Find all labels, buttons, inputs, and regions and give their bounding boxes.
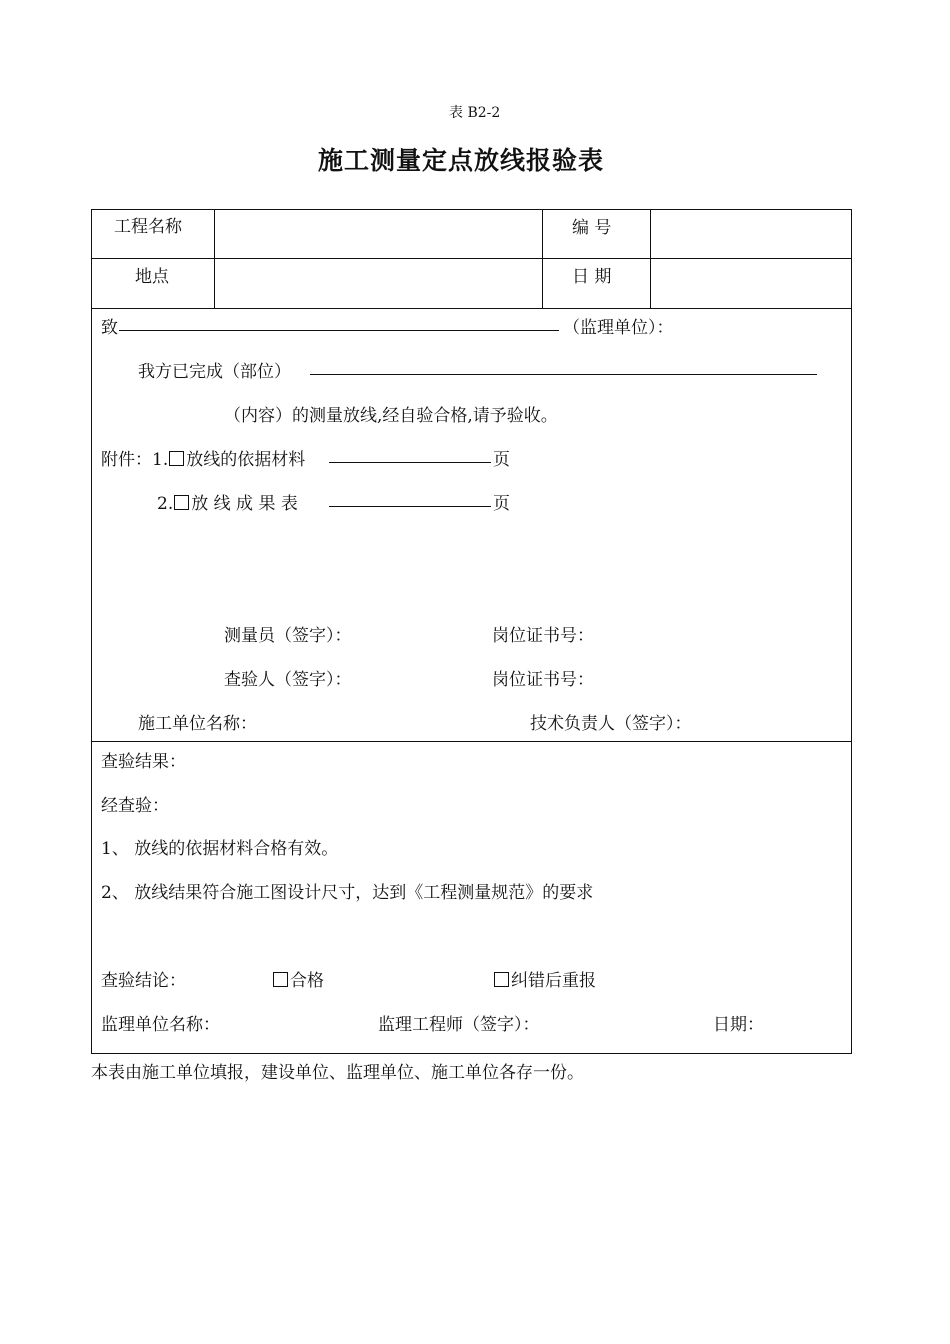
attachment-2-pages-blank[interactable] <box>329 506 491 507</box>
project-name-field[interactable] <box>216 210 542 258</box>
location-label: 地点 <box>135 267 169 287</box>
result-heading: 查验结果： <box>101 752 186 772</box>
part-blank[interactable] <box>310 374 817 375</box>
result-item-2: 2、 放线结果符合施工图设计尺寸，达到《工程测量规范》的要求 <box>101 883 594 903</box>
attachment-1-label: 放线的依据材料 <box>186 450 306 470</box>
conclusion-label: 查验结论： <box>101 971 186 991</box>
attachment-2-label: 放 线 成 果 表 <box>191 494 298 514</box>
attachment-2-row <box>157 489 298 514</box>
result-checked: 经查验： <box>101 796 169 816</box>
footer-note: 本表由施工单位填报，建设单位、监理单位、施工单位各存一份。 <box>91 1063 584 1083</box>
location-field[interactable] <box>216 260 542 308</box>
content-line: （内容）的测量放线,经自验合格,请予验收。 <box>224 406 558 426</box>
supervisor-unit-blank[interactable] <box>119 330 559 331</box>
option-redo <box>493 966 596 991</box>
form-code: 表 B2-2 <box>449 105 501 121</box>
to-suffix: （监理单位）： <box>563 318 674 338</box>
option-pass <box>272 966 324 991</box>
to-prefix: 致 <box>101 318 118 338</box>
project-name-label: 工程名称 <box>114 217 182 237</box>
surveyor-cert-label: 岗位证书号： <box>492 626 594 646</box>
attachment-1-pages-blank[interactable] <box>329 462 491 463</box>
checkbox-attachment-2[interactable] <box>174 495 189 510</box>
number-label: 编 号 <box>572 218 612 238</box>
checkbox-redo[interactable] <box>494 972 509 987</box>
option-pass-label: 合格 <box>290 971 324 991</box>
checkbox-pass[interactable] <box>273 972 288 987</box>
date-label: 日 期 <box>572 267 612 287</box>
checkbox-attachment-1[interactable] <box>169 451 184 466</box>
supervisor-engineer-label: 监理工程师（签字）： <box>378 1015 540 1035</box>
completed-prefix: 我方已完成（部位） <box>138 362 291 382</box>
surveyor-label: 测量员（签字）： <box>224 626 352 646</box>
result-item-1: 1、 放线的依据材料合格有效。 <box>101 839 339 859</box>
attachment-2-prefix: 2. <box>157 494 174 514</box>
date-field[interactable] <box>652 260 851 308</box>
contractor-label: 施工单位名称： <box>138 714 257 734</box>
inspector-cert-label: 岗位证书号： <box>492 670 594 690</box>
result-date-label: 日期： <box>713 1015 764 1035</box>
supervisor-unit-label: 监理单位名称： <box>101 1015 220 1035</box>
option-redo-label: 纠错后重报 <box>511 971 596 991</box>
inspector-label: 查验人（签字）： <box>224 670 352 690</box>
tech-lead-label: 技术负责人（签字）： <box>530 714 692 734</box>
page-title: 施工测量定点放线报验表 <box>318 146 605 175</box>
attachment-2-page-unit: 页 <box>493 494 510 514</box>
attachments-label <box>101 445 305 470</box>
number-field[interactable] <box>652 210 851 258</box>
attachment-1-page-unit: 页 <box>493 450 510 470</box>
attachments-prefix: 附件：1. <box>101 450 169 470</box>
